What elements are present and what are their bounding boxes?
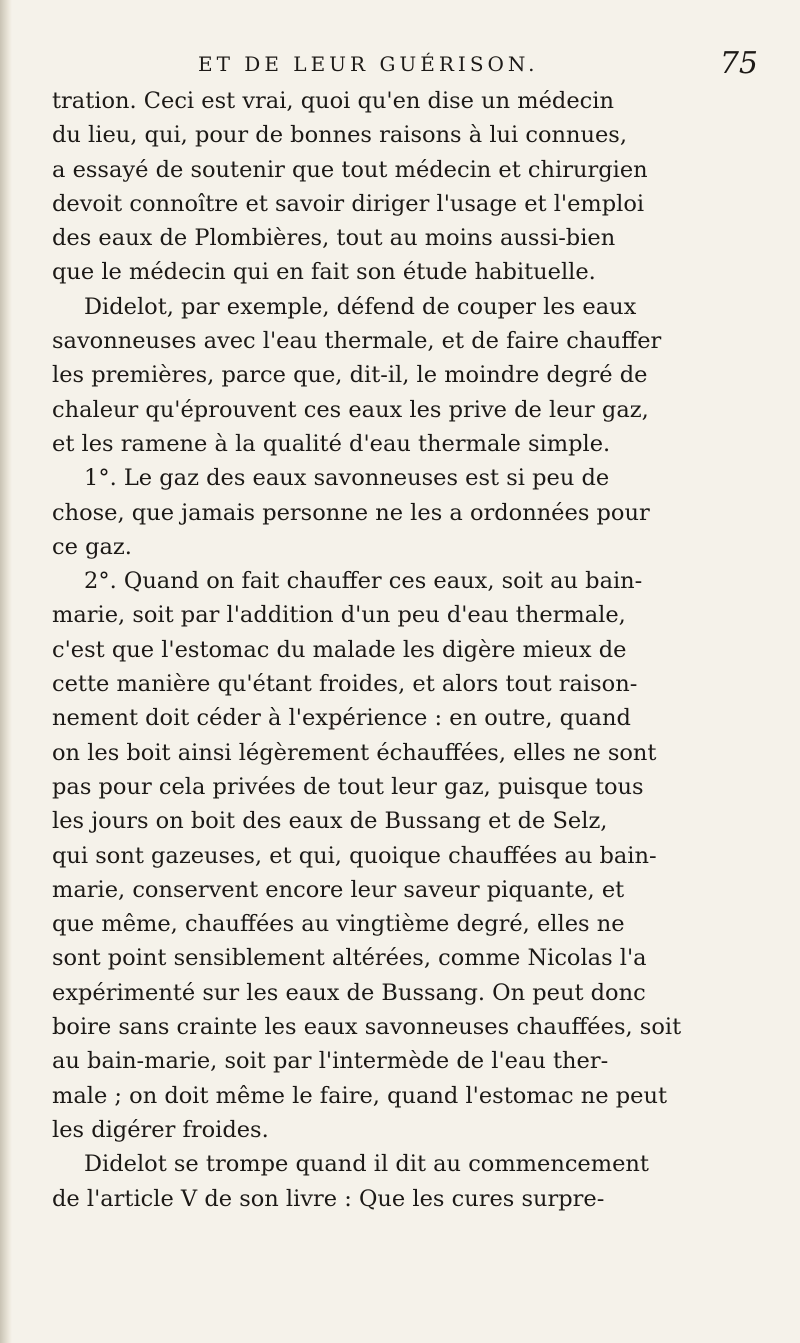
text-line: chaleur qu'éprouvent ces eaux les prive de leur gaz, bbox=[52, 396, 649, 423]
text-line: les digérer froides. bbox=[52, 1116, 269, 1143]
text-line: que même, chauffées au vingtième degré, elles ne bbox=[52, 911, 625, 938]
text-line: on les boit ainsi légèrement échauffées, elles ne sont bbox=[52, 739, 657, 766]
text-line: marie, conservent encore leur saveur piquante, et bbox=[52, 876, 625, 903]
text-line: cette manière qu'étant froides, et alors tout raison- bbox=[52, 671, 638, 698]
page-number: 75 bbox=[719, 46, 758, 81]
text-line: et les ramene à la qualité d'eau thermale simple. bbox=[52, 430, 611, 457]
text-line: nement doit céder à l'expérience : en outre, quand bbox=[52, 705, 631, 732]
text-line: expérimenté sur les eaux de Bussang. On peut donc bbox=[52, 979, 646, 1006]
text-line: a essayé de soutenir que tout médecin et chirurgien bbox=[52, 156, 648, 183]
text-line: tration. Ceci est vrai, quoi qu'en dise un médecin bbox=[52, 88, 614, 114]
running-head: ET DE LEUR GUÉRISON. bbox=[198, 52, 539, 76]
text-line: Didelot, par exemple, défend de couper les eaux bbox=[84, 293, 637, 320]
text-line: marie, soit par l'addition d'un peu d'eau thermale, bbox=[52, 602, 626, 629]
text-line: pas pour cela privées de tout leur gaz, puisque tous bbox=[52, 773, 644, 800]
page-header bbox=[198, 46, 758, 82]
text-line: Didelot se trompe quand il dit au commencement bbox=[84, 1151, 649, 1178]
page-binding-edge bbox=[0, 0, 12, 1343]
text-line: des eaux de Plombières, tout au moins aussi-bien bbox=[52, 225, 616, 252]
text-line: du lieu, qui, pour de bonnes raisons à lui connues, bbox=[52, 122, 627, 149]
body-text bbox=[52, 84, 780, 1216]
text-line: les premières, parce que, dit-il, le moindre degré de bbox=[52, 362, 648, 389]
text-line: 1°. Le gaz des eaux savonneuses est si peu de bbox=[84, 465, 610, 492]
text-line: devoit connoître et savoir diriger l'usage et l'emploi bbox=[52, 190, 645, 217]
text-line: que le médecin qui en fait son étude habituelle. bbox=[52, 259, 596, 286]
text-line: chose, que jamais personne ne les a ordonnées pour bbox=[52, 499, 650, 526]
text-line: de l'article V de son livre : Que les cures surpre- bbox=[52, 1185, 605, 1212]
text-line: savonneuses avec l'eau thermale, et de faire chauffer bbox=[52, 328, 662, 355]
text-line: au bain-marie, soit par l'intermède de l'eau ther- bbox=[52, 1048, 609, 1075]
text-line: qui sont gazeuses, et qui, quoique chauffées au bain- bbox=[52, 842, 657, 869]
text-line: 2°. Quand on fait chauffer ces eaux, soit au bain- bbox=[84, 568, 643, 595]
text-line: sont point sensiblement altérées, comme Nicolas l'a bbox=[52, 945, 647, 972]
text-line: boire sans crainte les eaux savonneuses chauffées, soit bbox=[52, 1014, 682, 1041]
text-line: les jours on boit des eaux de Bussang et de Selz, bbox=[52, 808, 608, 835]
text-line: c'est que l'estomac du malade les digère mieux de bbox=[52, 636, 627, 663]
text-line: male ; on doit même le faire, quand l'estomac ne peut bbox=[52, 1082, 668, 1109]
text-line: ce gaz. bbox=[52, 533, 132, 560]
